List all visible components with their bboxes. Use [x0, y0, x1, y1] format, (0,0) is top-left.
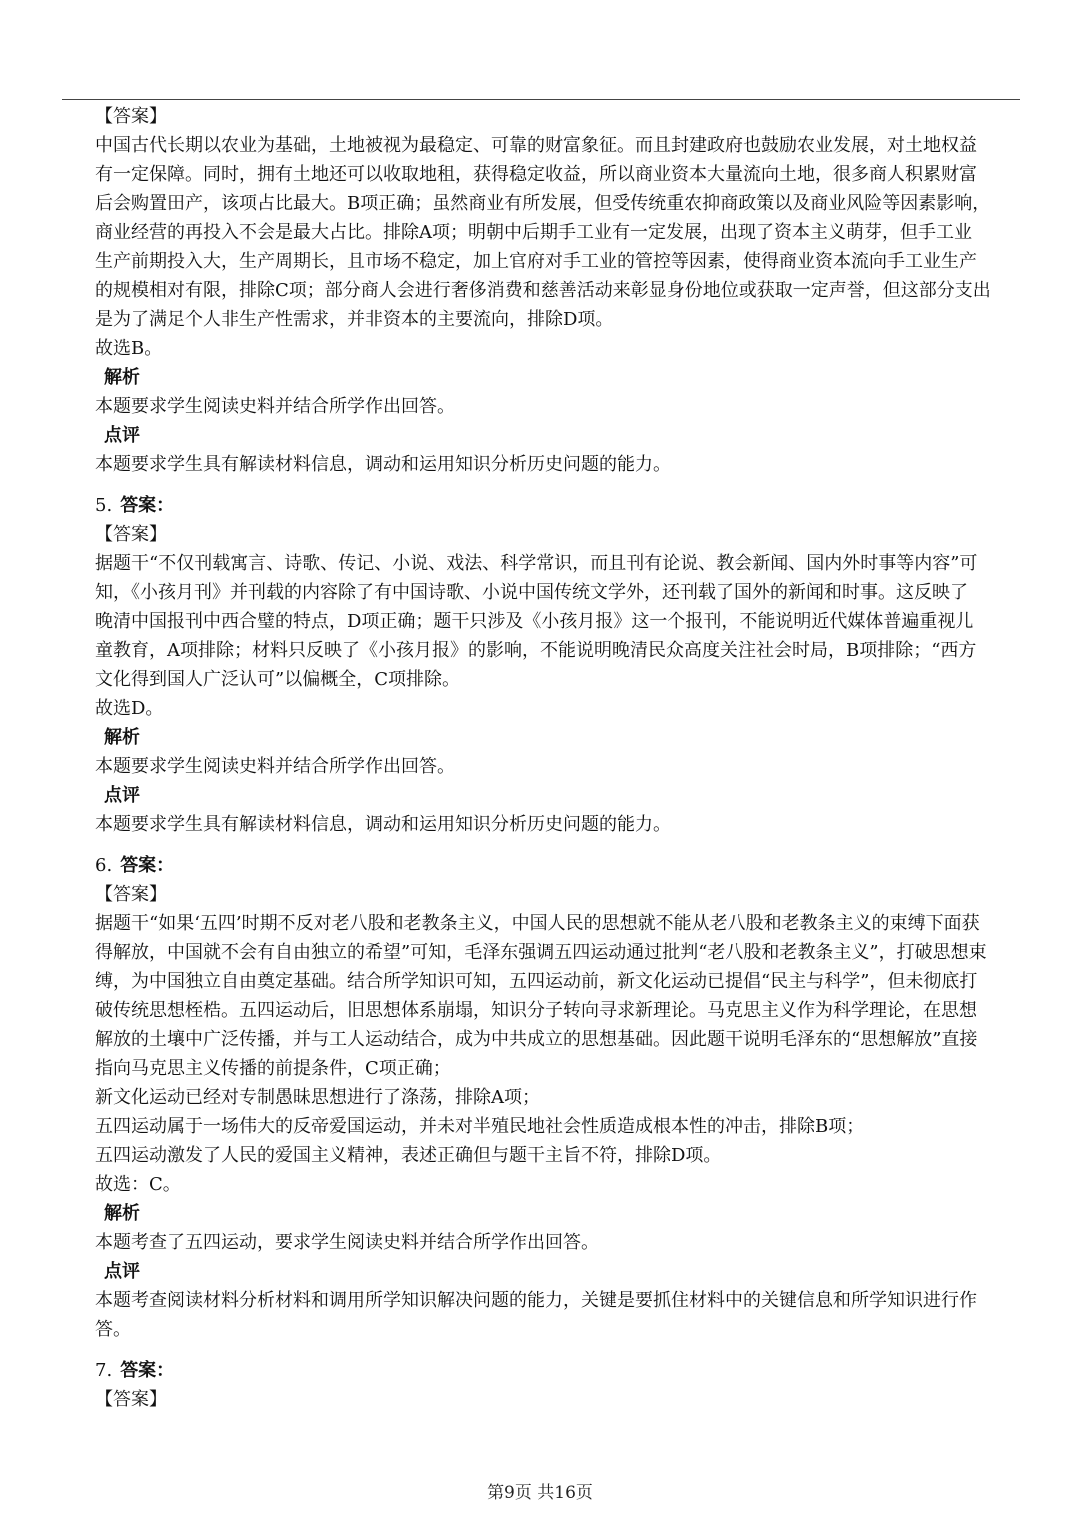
analysis-heading: 解析 [104, 367, 140, 388]
answer-text: 后会购置田产，该项占比最大。B项正确；虽然商业有所发展，但受传统重农抑商政策以及商业风险等因素影响， [95, 193, 991, 214]
answer-text: 新文化运动已经对专制愚昧思想进行了涤荡，排除A项； [95, 1087, 540, 1108]
answer-text: 生产前期投入大，生产周期长，且市场不稳定，加上官府对手工业的管控等因素，使得商业资本流向手工业生产 [95, 251, 977, 272]
comment-text: 答。 [95, 1319, 131, 1340]
header-rule [62, 99, 1020, 100]
answer-text: 破传统思想桎梏。五四运动后，旧思想体系崩塌，知识分子转向寻求新理论。马克思主义作为科学理论，在思想 [95, 1000, 977, 1021]
answer-label: 【答案】 [95, 106, 167, 127]
analysis-text: 本题要求学生阅读史料并结合所学作出回答。 [95, 756, 455, 777]
answer-label: 【答案】 [95, 884, 167, 905]
answer-text: 文化得到国人广泛认可”以偏概全，C项排除。 [95, 669, 460, 690]
answer-text: 晚清中国报刊中西合璧的特点，D项正确；题干只涉及《小孩月报》这一个报刊，不能说明近代媒体普遍重视儿 [95, 611, 974, 632]
comment-heading: 点评 [104, 425, 140, 446]
question-number: 7. [95, 1360, 113, 1381]
answer-text: 指向马克思主义传播的前提条件，C项正确； [95, 1058, 451, 1079]
answer-text: 据题干“如果‘五四’时期不反对老八股和老教条主义，中国人民的思想就不能从老八股和老教条主义的束缚下面获 [95, 913, 980, 934]
analysis-text: 本题考查了五四运动，要求学生阅读史料并结合所学作出回答。 [95, 1232, 599, 1253]
answer-text: 知，《小孩月刊》并刊载的内容除了有中国诗歌、小说中国传统文学外，还刊载了国外的新闻和时事。这反映了 [95, 582, 968, 603]
comment-text: 本题要求学生具有解读材料信息，调动和运用知识分析历史问题的能力。 [95, 454, 671, 475]
answer-text: 五四运动属于一场伟大的反帝爱国运动，并未对半殖民地社会性质造成根本性的冲击，排除B项； [95, 1116, 865, 1137]
question-7-heading [95, 1356, 1045, 1385]
answer-text: 童教育，A项排除；材料只反映了《小孩月报》的影响，不能说明晚清民众高度关注社会时局，B项排除；“西方 [95, 640, 977, 661]
answer-text: 缚，为中国独立自由奠定基础。结合所学知识可知，五四运动前，新文化运动已提倡“民主与科学”，但未彻底打 [95, 971, 978, 992]
answer-text: 的规模相对有限，排除C项；部分商人会进行奢侈消费和慈善活动来彰显身份地位或获取一定声誉，但这部分支出 [95, 280, 991, 301]
analysis-heading: 解析 [104, 727, 140, 748]
page-content [95, 102, 1045, 1414]
comment-heading: 点评 [104, 785, 140, 806]
question-5-heading [95, 491, 1045, 520]
answer-conclusion: 故选D。 [95, 698, 164, 719]
answer-text: 商业经营的再投入不会是最大占比。排除A项；明朝中后期手工业有一定发展，出现了资本主义萌芽，但手工业 [95, 222, 972, 243]
answer-text: 有一定保障。同时，拥有土地还可以收取地租，获得稳定收益，所以商业资本大量流向土地，很多商人积累财富 [95, 164, 977, 185]
answer-text: 据题干“不仅刊载寓言、诗歌、传记、小说、戏法、科学常识，而且刊有论说、教会新闻、国内外时事等内容”可 [95, 553, 978, 574]
question-answer-label: 答案： [120, 855, 175, 876]
answer-text: 得解放，中国就不会有自由独立的希望”可知，毛泽东强调五四运动通过批判“老八股和老教条主义”，打破思想束 [95, 942, 987, 963]
comment-heading: 点评 [104, 1261, 140, 1282]
question-answer-label: 答案： [120, 495, 175, 516]
answer-text: 五四运动激发了人民的爱国主义精神，表述正确但与题干主旨不符，排除D项。 [95, 1145, 722, 1166]
comment-text: 本题考查阅读材料分析材料和调用所学知识解决问题的能力，关键是要抓住材料中的关键信息和所学知识进行作 [95, 1290, 977, 1311]
answer-conclusion: 故选：C。 [95, 1174, 181, 1195]
question-number: 6. [95, 855, 113, 876]
answer-label: 【答案】 [95, 524, 167, 545]
analysis-heading: 解析 [104, 1203, 140, 1224]
question-answer-label: 答案： [120, 1360, 175, 1381]
page-footer: 第9页 共16页 [487, 1483, 593, 1503]
analysis-text: 本题要求学生阅读史料并结合所学作出回答。 [95, 396, 455, 417]
comment-text: 本题要求学生具有解读材料信息，调动和运用知识分析历史问题的能力。 [95, 814, 671, 835]
answer-conclusion: 故选B。 [95, 338, 163, 359]
answer-label: 【答案】 [95, 1389, 167, 1410]
question-number: 5. [95, 495, 113, 516]
question-6-heading [95, 851, 1045, 880]
answer-text: 是为了满足个人非生产性需求，并非资本的主要流向，排除D项。 [95, 309, 614, 330]
answer-text: 中国古代长期以农业为基础，土地被视为最稳定、可靠的财富象征。而且封建政府也鼓励农业发展，对土地权益 [95, 135, 977, 156]
answer-text: 解放的土壤中广泛传播，并与工人运动结合，成为中共成立的思想基础。因此题干说明毛泽东的“思想解放”直接 [95, 1029, 978, 1050]
